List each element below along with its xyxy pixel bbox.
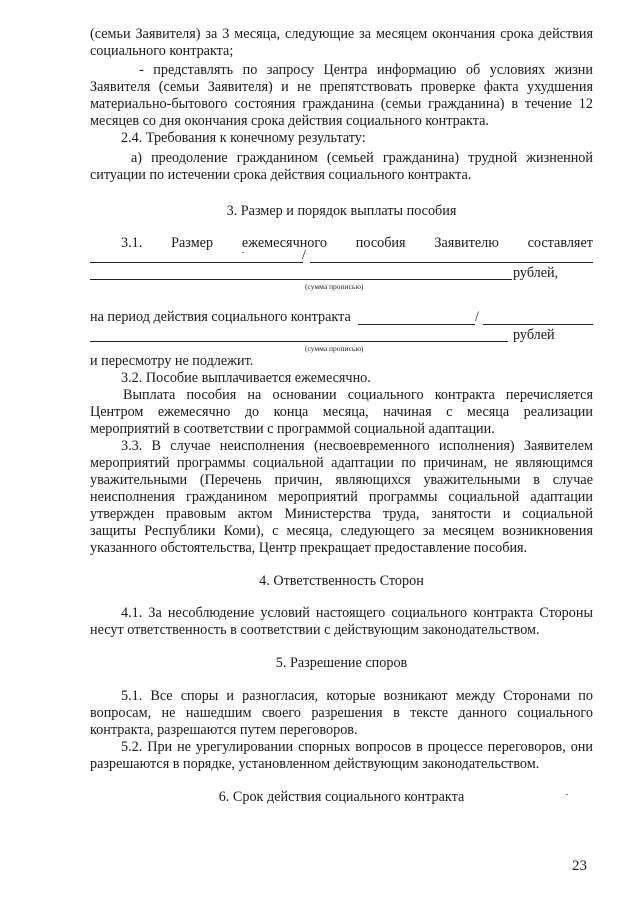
paragraph-line: 4.1. За несоблюдение условий настоящего социального контракта Стороны <box>121 605 593 621</box>
currency-label: рублей, <box>513 265 559 281</box>
paragraph-line: 5.2. При не урегулировании спорных вопросов в процессе переговоров, они <box>121 739 593 755</box>
paragraph-line: 3.3. В случае неисполнения (несвоевременного исполнения) Заявителем <box>121 438 593 454</box>
fill-line <box>483 324 593 325</box>
paragraph-line: 5.1. Все споры и разногласия, которые возникают между Сторонами по <box>121 688 593 704</box>
paragraph-line: - представлять по запросу Центра информацию об условиях жизни <box>139 62 593 78</box>
paragraph-line: Заявителя (семьи Заявителя) и не препятствовать проверке факта ухудшения <box>90 79 593 95</box>
word: 3.1. <box>121 235 143 251</box>
fill-line <box>90 262 303 263</box>
currency-label: рублей <box>513 327 555 343</box>
paragraph-line: разрешаются в порядке, установленном действующим законодательством. <box>90 756 540 772</box>
word: Заявителю <box>434 235 499 251</box>
paragraph-line: Выплата пособия на основании социального контракта перечисляется <box>123 387 593 403</box>
word: Размер <box>171 235 214 251</box>
paragraph-line: уважительными (Перечень причин, являющихся уважительными в случае <box>90 472 593 488</box>
page-number: 23 <box>572 858 587 874</box>
paragraph-line: несут ответственность в соответствии с действующим законодательством. <box>90 622 540 638</box>
section-3-2: 3.2. Пособие выплачивается ежемесячно. <box>121 370 371 386</box>
paragraph-line: и пересмотру не подлежит. <box>90 353 254 369</box>
word: ежемесячного <box>241 235 327 251</box>
section-heading-5: 5. Разрешение споров <box>275 655 408 671</box>
paragraph-line: контракта, разрешаются путем переговоров. <box>90 722 358 738</box>
paragraph-line: а) преодоление гражданином (семьей гражданина) трудной жизненной <box>131 150 593 166</box>
paragraph-line: указанного обстоятельства, Центр прекращает предоставление пособия. <box>90 540 528 556</box>
section-heading-4: 4. Ответственность Сторон <box>259 573 424 589</box>
fill-line <box>90 279 512 280</box>
paragraph-line: ситуации по истечении срока действия социального контракта. <box>90 167 472 183</box>
paragraph-line: утвержден правовым актом Министерства труда, занятости и социальной <box>90 506 593 522</box>
fill-line <box>310 262 593 263</box>
amount-caption: (сумма прописью) <box>305 344 364 353</box>
paragraph-line: (семьи Заявителя) за 3 месяца, следующие за месяцем окончания срока действия <box>90 26 593 42</box>
slash: / <box>475 309 479 325</box>
clause-3-1 <box>121 235 593 252</box>
word: пособия <box>355 235 406 251</box>
section-heading-3: 3. Размер и порядок выплаты пособия <box>226 203 457 219</box>
paragraph-line: Центром ежемесячно до конца месяца, начиная с месяца реализации <box>90 404 593 420</box>
section-2-4: 2.4. Требования к конечному результату: <box>121 130 366 146</box>
paragraph-line: неисполнения гражданином мероприятий программы социальной адаптации <box>90 489 593 505</box>
fill-line <box>358 324 475 325</box>
fill-line <box>90 341 508 342</box>
scan-speck <box>566 794 568 795</box>
word: составляет <box>527 235 593 251</box>
paragraph-line: вопросам, не нашедшим своего разрешения в тексте данного социального <box>90 705 593 721</box>
paragraph-line: материально-бытового состояния гражданина (семьи гражданина) в течение 12 <box>90 96 593 112</box>
amount-caption: (сумма прописью) <box>305 282 364 291</box>
period-label: на период действия социального контракта <box>90 309 351 325</box>
paragraph-line: мероприятий в соответствии с программой социальной адаптации. <box>90 421 495 437</box>
slash: / <box>302 247 306 263</box>
section-heading-6: 6. Срок действия социального контракта <box>218 789 465 805</box>
paragraph-line: социального контракта; <box>90 43 234 59</box>
paragraph-line: месяцев со дня окончания срока действия социального контракта. <box>90 113 489 129</box>
scan-speck <box>242 252 244 253</box>
paragraph-line: мероприятий программы социальной адаптации по причинам, не являющимся <box>90 455 593 471</box>
paragraph-line: защиты Республики Коми), с месяца, следующего за месяцем возникновения <box>90 523 593 539</box>
